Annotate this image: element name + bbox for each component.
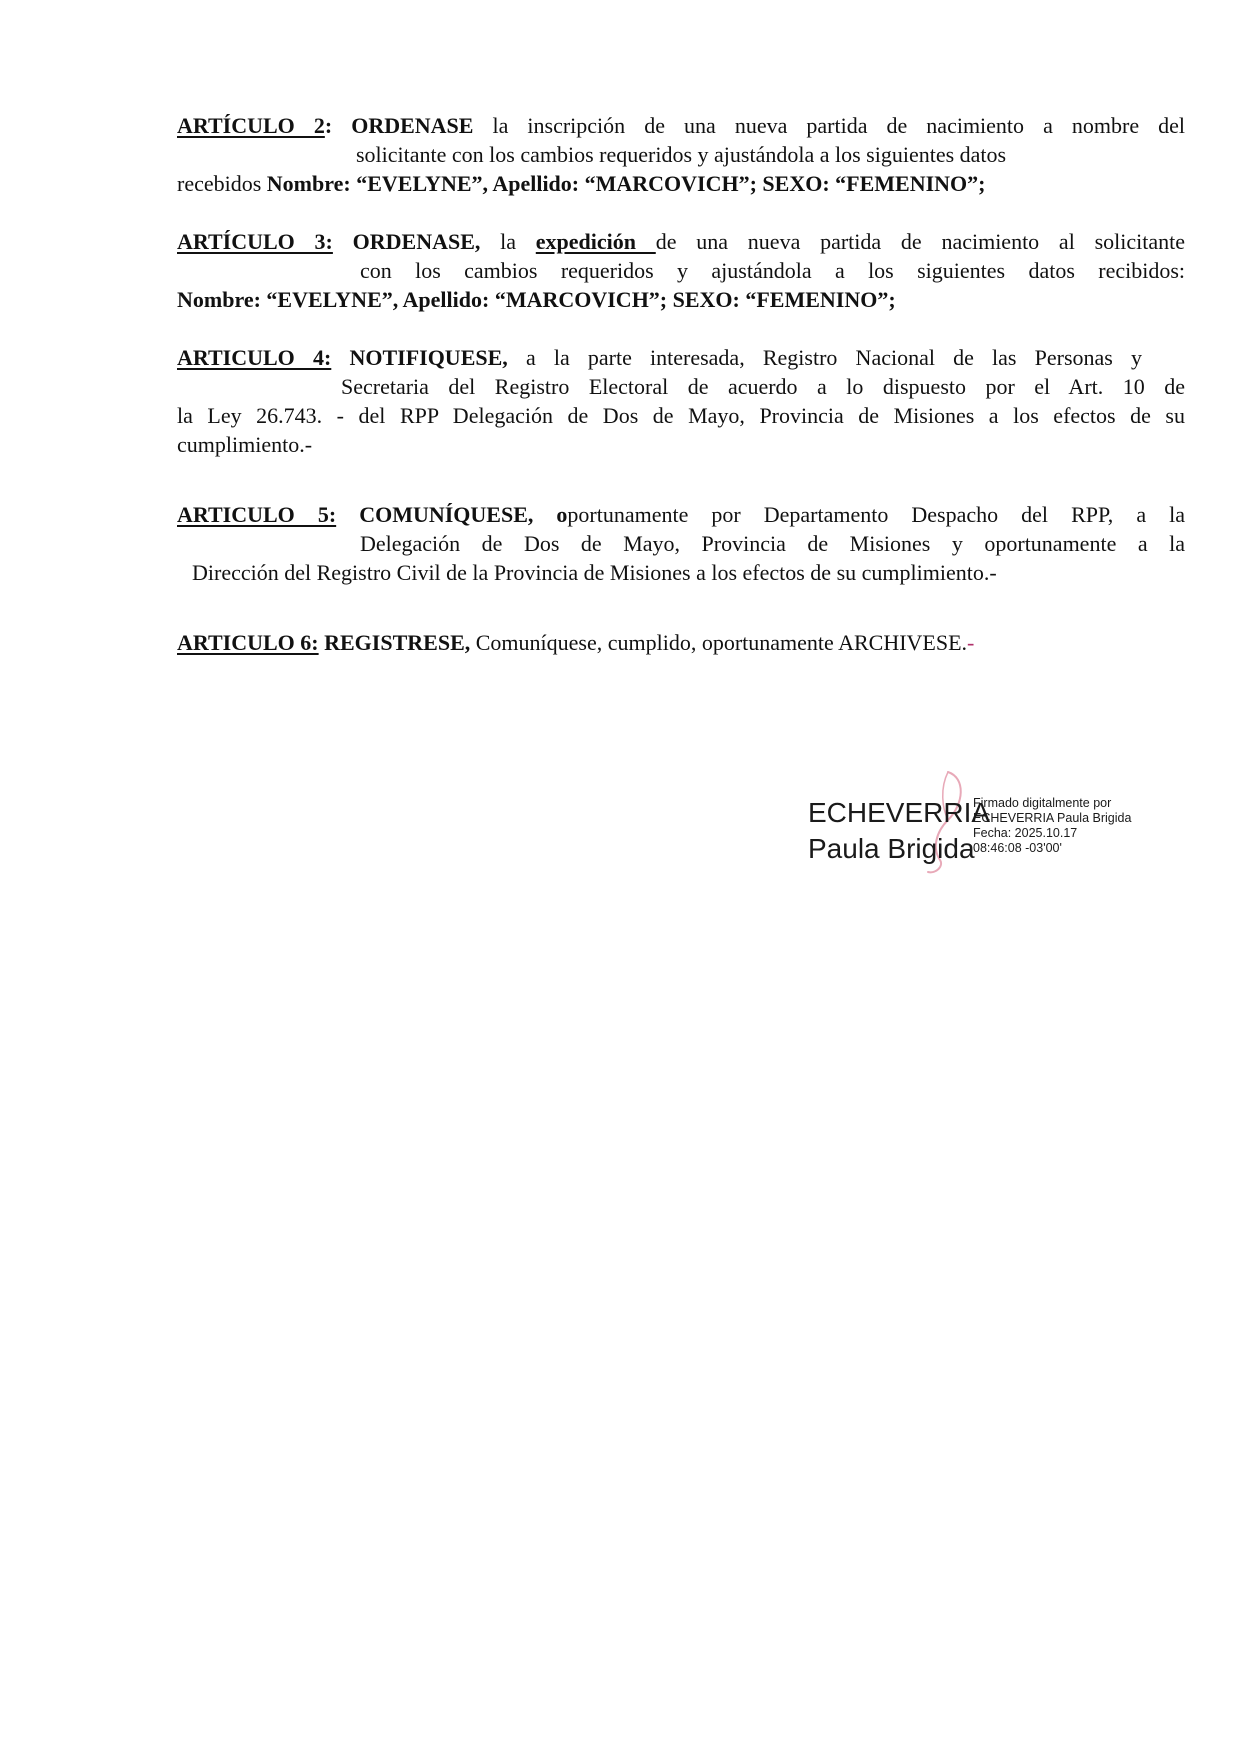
article-6-label: ARTICULO 6: [177,630,319,655]
article-5-line-3: Dirección del Registro Civil de la Provincia de Misiones a los efectos de su cumplimiento.- [192,560,997,585]
article-3-label: ARTÍCULO 3: [177,229,333,254]
article-5-line-2: Delegación de Dos de Mayo, Provincia de Misiones y oportunamente a la [360,531,1185,556]
signature-details: Firmado digitalmente por ECHEVERRIA Paula Brigida Fecha: 2025.10.17 08:46:08 -03'00' [973,796,1132,855]
signer-name-line-1: ECHEVERRIA [808,797,991,828]
article-3-line-2: con los cambios requeridos y ajustándola a los siguientes datos recibidos: [360,258,1185,283]
article-3-data: Nombre: “EVELYNE”, Apellido: “MARCOVICH”; SEXO: “FEMENINO”; [177,287,896,312]
article-3-verb: ORDENASE, [332,229,481,254]
article-6-verb: REGISTRESE, [318,630,471,655]
article-2-line-2: solicitante con los cambios requeridos y ajustándola a los siguientes datos [356,142,1007,167]
article-3-line-1: ARTÍCULO 3: ORDENASE, la expedición de una nueva partida de nacimiento al solicitante [177,229,1185,254]
article-4-line-1: ARTICULO 4: NOTIFIQUESE, a la parte interesada, Registro Nacional de las Personas y [177,345,1143,370]
article-5-verb: COMUNÍQUESE, o [336,502,568,527]
article-2-verb: ORDENASE [351,113,474,138]
article-4-line-4: cumplimiento.- [177,432,313,457]
article-4-verb: NOTIFIQUESE, [331,345,508,370]
article-5-line-1: ARTICULO 5: COMUNÍQUESE, oportunamente por Departamento Despacho del RPP, a la [177,502,1185,527]
article-2-line-1: ARTÍCULO 2: ORDENASE la inscripción de una nueva partida de nacimiento a nombre del [177,113,1186,138]
article-2-data: Nombre: “EVELYNE”, Apellido: “MARCOVICH”; SEXO: “FEMENINO”; [266,171,986,196]
article-4-line-3: la Ley 26.743. - del RPP Delegación de Dos de Mayo, Provincia de Misiones a los efectos de su [177,403,1185,428]
article-6-line-1: ARTICULO 6: REGISTRESE, Comuníquese, cumplido, oportunamente ARCHIVESE.- [177,630,975,655]
article-5-label: ARTICULO 5: [177,502,337,527]
signer-name-line-2: Paula Brigida [808,833,975,864]
article-4-line-2: Secretaria del Registro Electoral de acuerdo a lo dispuesto por el Art. 10 de [341,374,1185,399]
article-3-keyword: expedición [535,229,656,254]
article-4-label: ARTICULO 4: [177,345,332,370]
article-2-label: ARTÍCULO 2 [177,113,325,138]
article-2-line-3: recebidos Nombre: “EVELYNE”, Apellido: “MARCOVICH”; SEXO: “FEMENINO”; [177,171,986,196]
